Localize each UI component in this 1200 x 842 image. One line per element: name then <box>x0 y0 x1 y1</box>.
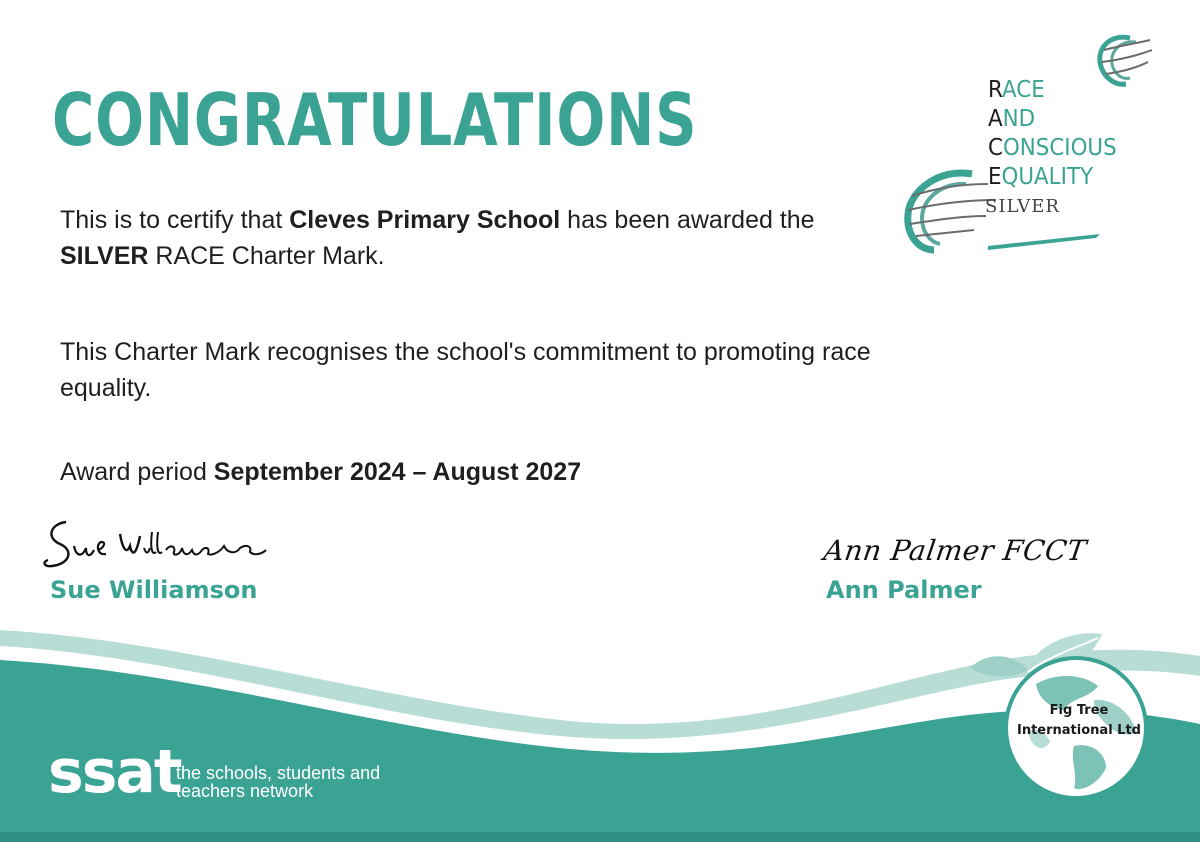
recognition-statement: This Charter Mark recognises the school's commitment to promoting race equality. <box>60 338 871 402</box>
ssat-tagline: the schools, students and teachers network <box>176 763 381 801</box>
award-period-label: Award period <box>60 458 214 486</box>
race-line-and: AND <box>988 106 1036 132</box>
race-acronym <box>988 76 1117 192</box>
statement-prefix: This is to certify that <box>60 206 290 234</box>
race-line-conscious: CONSCIOUS <box>988 135 1117 161</box>
figtree-name: Fig Tree International Ltd <box>1017 703 1141 738</box>
award-period <box>60 454 880 490</box>
award-level: SILVER <box>60 242 149 270</box>
school-name: Cleves Primary School <box>289 206 561 234</box>
race-line-equality: EQUALITY <box>988 164 1094 190</box>
signatory-name-right: Ann Palmer <box>826 576 982 604</box>
certification-statement <box>60 202 880 274</box>
signature-sue-williamson <box>40 512 270 574</box>
race-level-badge: SILVER <box>985 196 1060 217</box>
signatory-name-left: Sue Williamson <box>50 576 258 604</box>
ssat-wordmark: ssat <box>48 737 181 807</box>
signature-ann-palmer: Ann Palmer FCCT <box>821 534 1089 567</box>
race-underline-swoosh <box>988 234 1100 250</box>
race-line-race: RACE <box>988 77 1045 103</box>
award-period-value: September 2024 – August 2027 <box>213 458 582 486</box>
globe-swirl-icon-large <box>908 173 996 250</box>
page-title: CONGRATULATIONS <box>52 78 698 162</box>
statement-suffix: has been awarded the <box>560 206 815 234</box>
award-name: RACE Charter Mark. <box>148 242 385 270</box>
